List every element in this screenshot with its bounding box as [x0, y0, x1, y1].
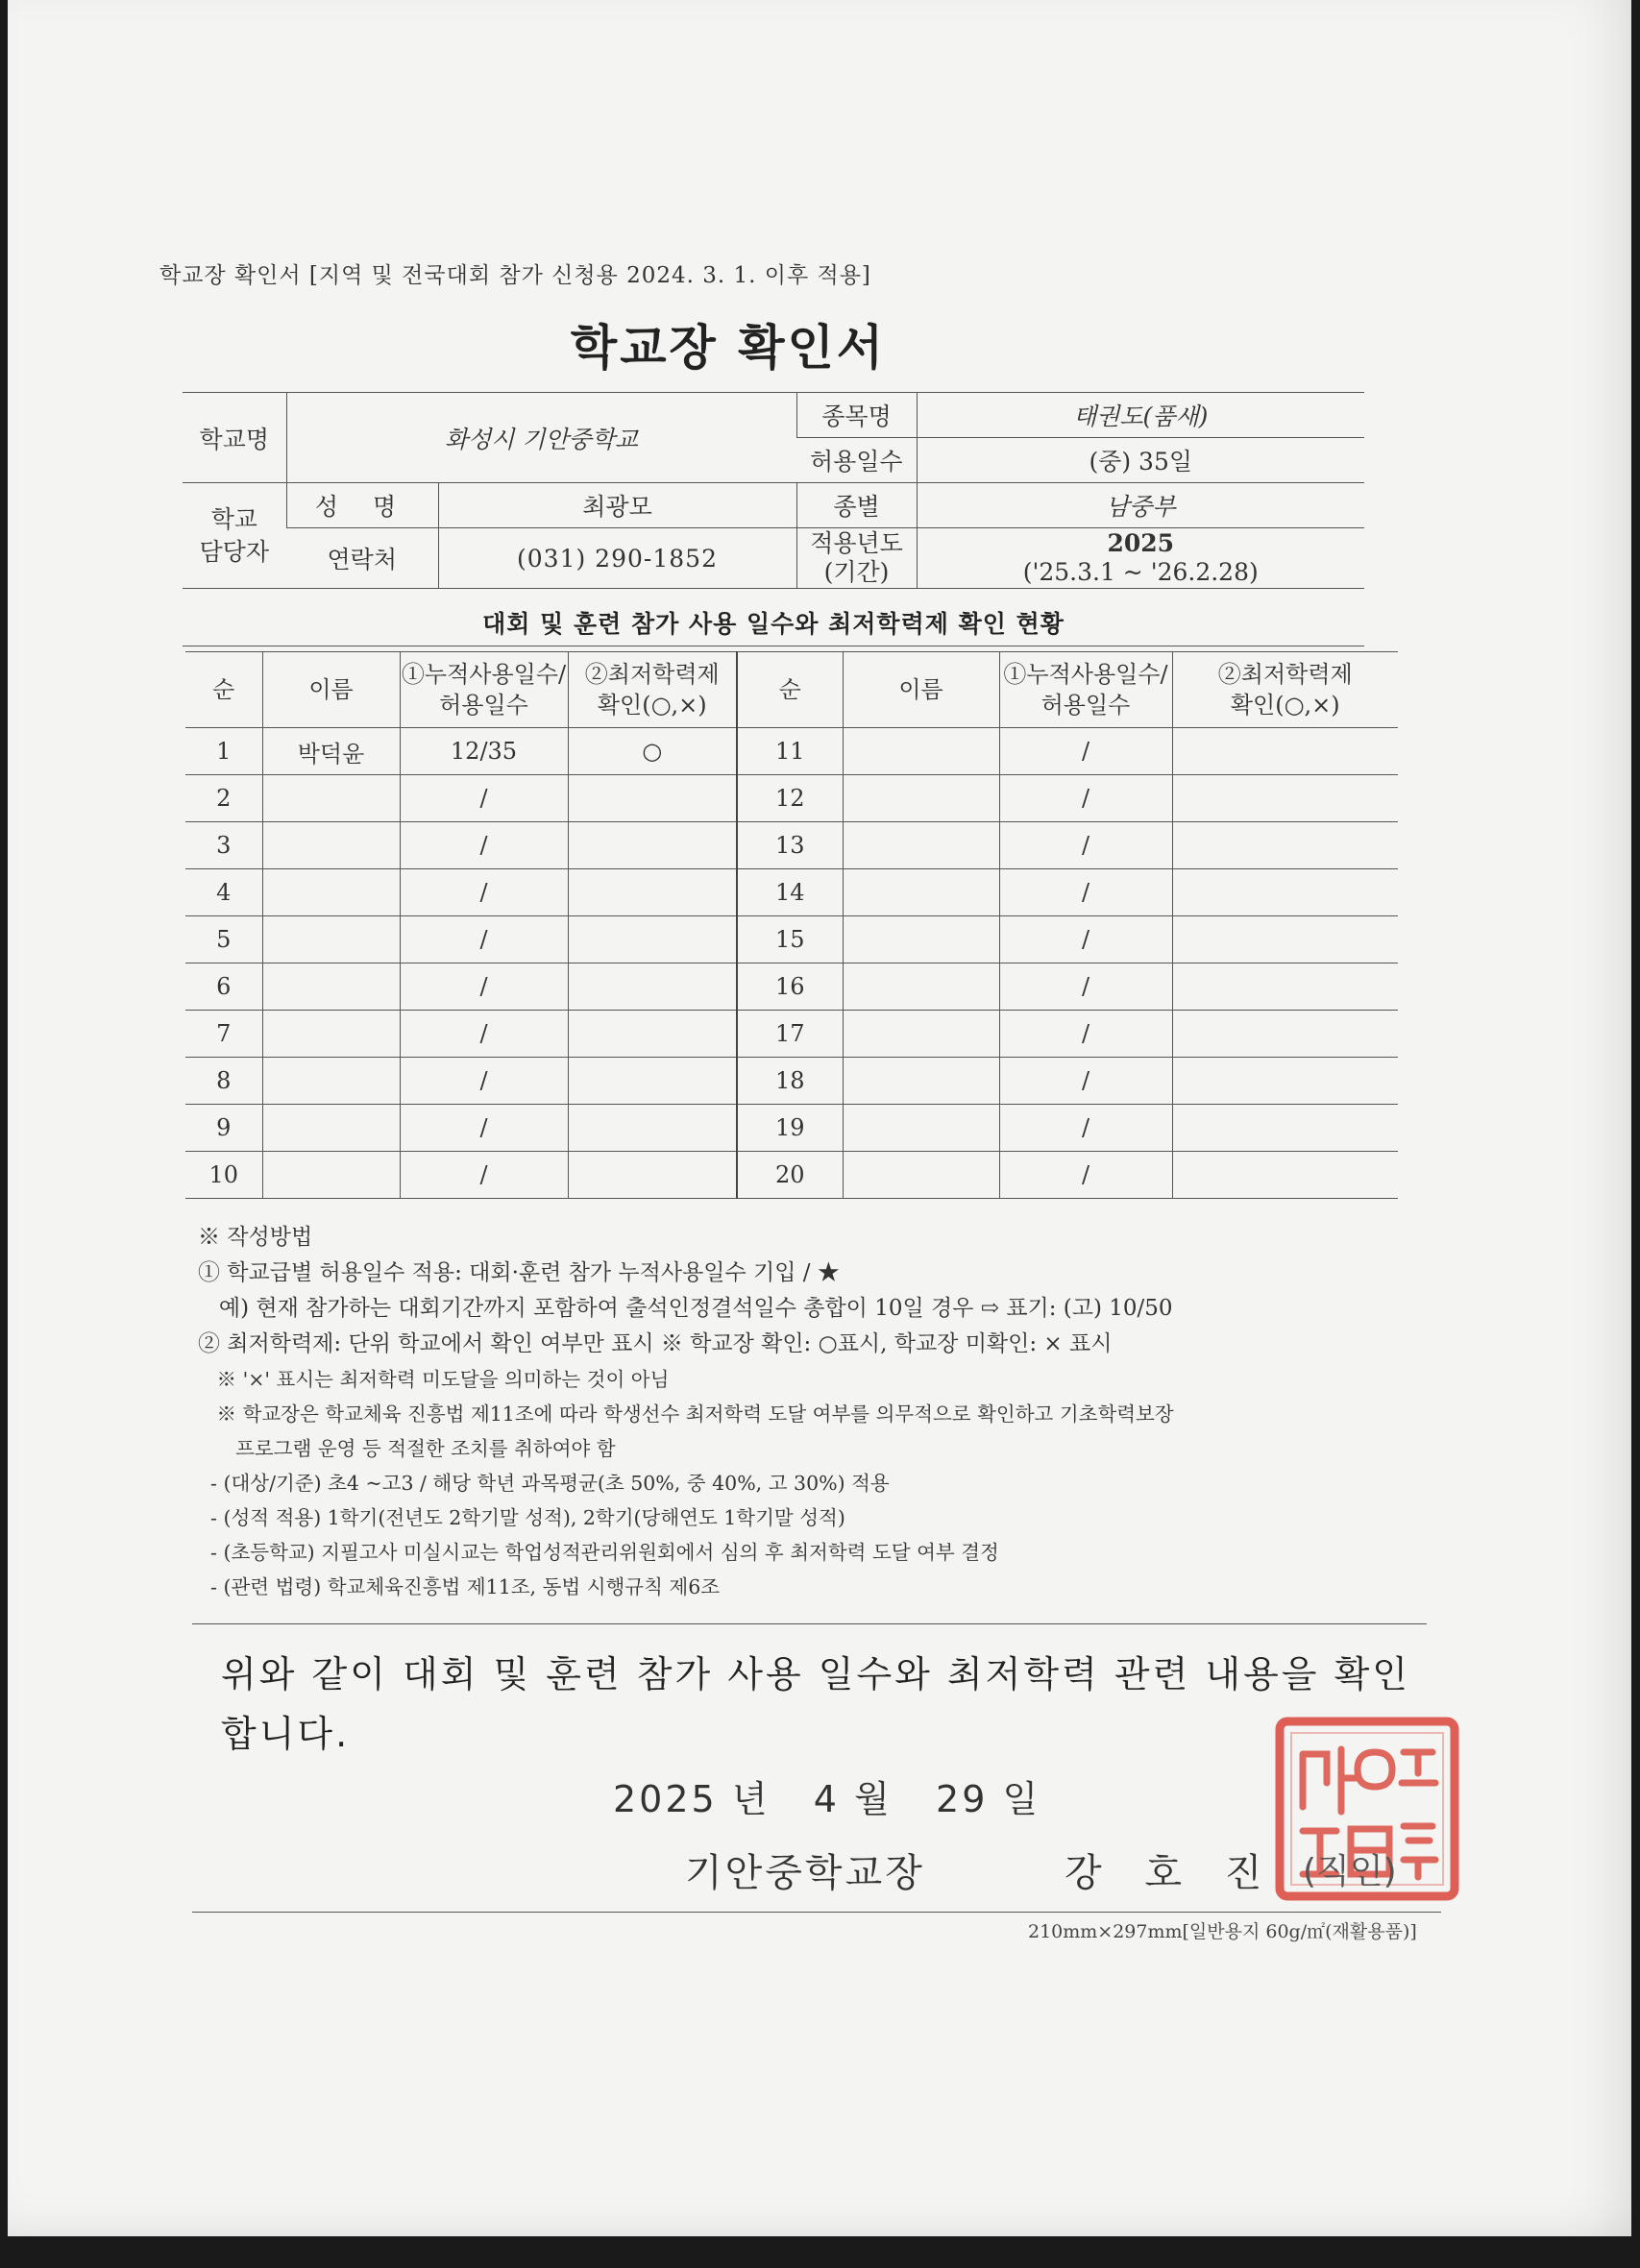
roster-cell-days: /: [999, 1152, 1172, 1199]
table-row: [185, 963, 1398, 1011]
date-month-unit: 월: [854, 1778, 893, 1820]
roster-cell-check: [568, 963, 737, 1011]
roster-cell-name: [262, 1105, 400, 1152]
note-line: - (대상/기준) 초4 ~고3 / 해당 학년 과목평균(초 50%, 중 40%, 고 30%) 적용: [198, 1472, 890, 1495]
col-check-2: ②최저학력제 확인(○,×): [1172, 652, 1398, 728]
roster-cell-check: [1172, 775, 1398, 822]
contact-value: (031) 290-1852: [438, 528, 796, 589]
allowed-days-label: 허용일수: [796, 438, 917, 483]
paper-spec: 210mm×297mm[일반용지 60g/㎡(재활용품)]: [1028, 1921, 1417, 1942]
note-line: 예) 현재 참가하는 대회기간까지 포함하여 출석인정결석일수 총합이 10일 경우 ⇨ 표기: (고) 10/50: [198, 1296, 1173, 1321]
confirmation-text: 위와 같이 대회 및 훈련 참가 사용 일수와 최저학력 관련 내용을 확인합니다.: [221, 1653, 1410, 1755]
roster-cell-days: /: [999, 775, 1172, 822]
info-table: [183, 392, 1364, 589]
roster-cell-name: [843, 963, 999, 1011]
roster-cell-days: /: [400, 1011, 568, 1058]
page-title: 학교장 확인서: [570, 320, 887, 376]
col-check: ②최저학력제 확인(○,×): [568, 652, 737, 728]
col-name-2: 이름: [843, 652, 999, 728]
roster-cell-check: [1172, 822, 1398, 869]
roster-cell-name: [843, 728, 999, 775]
roster-cell-check: [1172, 728, 1398, 775]
table-row: [185, 775, 1398, 822]
roster-cell-no: 5: [185, 916, 262, 963]
roster-cell-no: 14: [737, 869, 843, 916]
status-heading: 대회 및 훈련 참가 사용 일수와 최저학력제 확인 현황: [183, 605, 1364, 646]
roster-cell-no: 2: [185, 775, 262, 822]
roster-cell-days: /: [400, 869, 568, 916]
roster-cell-days: /: [999, 963, 1172, 1011]
roster-cell-days: /: [400, 822, 568, 869]
roster-cell-days: /: [999, 916, 1172, 963]
roster-cell-check: [1172, 916, 1398, 963]
note-line: - (초등학교) 지필고사 미실시교는 학업성적관리위원회에서 심의 후 최저학력 도달 여부 결정: [198, 1541, 999, 1564]
note-line: ① 학교급별 허용일수 적용: 대회·훈련 참가 누적사용일수 기입 / ★: [198, 1260, 840, 1285]
table-row: [185, 1011, 1398, 1058]
roster-cell-days: /: [999, 822, 1172, 869]
roster-table: [185, 651, 1398, 1199]
divider: [192, 1623, 1427, 1624]
roster-cell-name: [262, 775, 400, 822]
roster-cell-days: 12/35: [400, 728, 568, 775]
table-row: [185, 728, 1398, 775]
roster-cell-check: [568, 1011, 737, 1058]
category-label: 종별: [796, 483, 917, 528]
document-page: [8, 0, 1631, 2236]
date-year: 2025: [613, 1778, 718, 1820]
year-label: 적용년도 (기간): [796, 528, 917, 589]
roster-cell-check: ○: [568, 728, 737, 775]
roster-cell-name: [262, 1152, 400, 1199]
roster-cell-name: [843, 1152, 999, 1199]
roster-cell-name: [843, 1011, 999, 1058]
note-line: 프로그램 운영 등 적절한 조치를 취하여야 함: [198, 1437, 616, 1460]
period-value: ('25.3.1 ~ '26.2.28): [1022, 558, 1259, 586]
roster-cell-days: /: [400, 1058, 568, 1105]
note-line: ※ 학교장은 학교체육 진흥법 제11조에 따라 학생선수 최저학력 도달 여부를 의무적으로 확인하고 기초학력보장: [198, 1402, 1174, 1426]
roster-cell-check: [1172, 1058, 1398, 1105]
roster-cell-no: 15: [737, 916, 843, 963]
roster-cell-no: 9: [185, 1105, 262, 1152]
roster-cell-no: 11: [737, 728, 843, 775]
roster-cell-days: /: [400, 1152, 568, 1199]
roster-cell-name: [262, 916, 400, 963]
year-value: 2025: [1107, 529, 1175, 557]
roster-cell-no: 10: [185, 1152, 262, 1199]
col-name: 이름: [262, 652, 400, 728]
seal-mark: (직인): [1303, 1852, 1397, 1891]
signatory-title: 기안중학교장: [685, 1851, 925, 1895]
roster-cell-no: 7: [185, 1011, 262, 1058]
date-year-unit: 년: [731, 1778, 771, 1820]
roster-cell-check: [568, 1152, 737, 1199]
roster-cell-no: 6: [185, 963, 262, 1011]
roster-cell-no: 3: [185, 822, 262, 869]
note-line: ※ '×' 표시는 최저학력 미도달을 의미하는 것이 아님: [198, 1368, 670, 1391]
manager-label: 학교 담당자: [183, 483, 286, 589]
roster-cell-check: [1172, 869, 1398, 916]
date-day: 29: [936, 1778, 989, 1820]
roster-cell-no: 20: [737, 1152, 843, 1199]
table-row: [185, 822, 1398, 869]
roster-cell-no: 4: [185, 869, 262, 916]
date-line: [613, 1769, 1040, 1822]
roster-cell-name: [843, 916, 999, 963]
roster-cell-no: 17: [737, 1011, 843, 1058]
roster-cell-name: [262, 869, 400, 916]
roster-cell-days: /: [400, 963, 568, 1011]
bottom-rule: [192, 1912, 1441, 1913]
roster-cell-days: /: [999, 1058, 1172, 1105]
roster-cell-check: [1172, 1152, 1398, 1199]
roster-cell-name: [843, 822, 999, 869]
roster-cell-name: [262, 1058, 400, 1105]
roster-cell-days: /: [999, 869, 1172, 916]
col-days-2: ①누적사용일수/ 허용일수: [999, 652, 1172, 728]
roster-cell-name: [262, 822, 400, 869]
roster-cell-no: 1: [185, 728, 262, 775]
roster-cell-no: 19: [737, 1105, 843, 1152]
school-label: 학교명: [183, 393, 286, 483]
year-cell: [917, 528, 1364, 589]
roster-cell-days: /: [999, 728, 1172, 775]
roster-cell-name: [262, 1011, 400, 1058]
roster-cell-check: [568, 775, 737, 822]
roster-cell-check: [568, 1105, 737, 1152]
roster-cell-check: [1172, 1105, 1398, 1152]
table-row: [185, 1105, 1398, 1152]
header-note: 학교장 확인서 [지역 및 전국대회 참가 신청용 2024. 3. 1. 이후 적용]: [159, 263, 871, 288]
event-value: 태권도(품새): [917, 393, 1364, 438]
roster-cell-days: /: [999, 1105, 1172, 1152]
roster-cell-days: /: [400, 1105, 568, 1152]
name-value: 최광모: [438, 483, 796, 528]
table-row: [185, 916, 1398, 963]
roster-cell-no: 13: [737, 822, 843, 869]
note-line: - (관련 법령) 학교체육진흥법 제11조, 동법 시행규칙 제6조: [198, 1575, 721, 1598]
contact-label: 연락처: [286, 528, 438, 589]
roster-cell-name: [843, 775, 999, 822]
note-line: ※ 작성방법: [198, 1225, 313, 1250]
col-days: ①누적사용일수/ 허용일수: [400, 652, 568, 728]
table-row: [185, 1152, 1398, 1199]
writing-notes: [198, 1220, 1447, 1604]
note-line: ② 최저학력제: 단위 학교에서 확인 여부만 표시 ※ 학교장 확인: ○표시, 학교장 미확인: × 표시: [198, 1331, 1113, 1356]
table-row: [185, 1058, 1398, 1105]
roster-cell-name: [843, 1105, 999, 1152]
category-value: 남중부: [917, 483, 1364, 528]
roster-cell-days: /: [400, 916, 568, 963]
roster-cell-days: /: [999, 1011, 1172, 1058]
roster-cell-check: [1172, 1011, 1398, 1058]
school-value: 화성시 기안중학교: [286, 393, 796, 483]
allowed-days-value: (중) 35일: [917, 438, 1364, 483]
roster-cell-no: 18: [737, 1058, 843, 1105]
note-line: - (성적 적용) 1학기(전년도 2학기말 성적), 2학기(당해연도 1학기말 성적): [198, 1506, 845, 1529]
roster-cell-name: [843, 1058, 999, 1105]
date-month: 4: [813, 1778, 840, 1820]
table-row: [185, 869, 1398, 916]
roster-cell-name: [262, 963, 400, 1011]
date-day-unit: 일: [1002, 1778, 1041, 1820]
roster-cell-days: /: [400, 775, 568, 822]
roster-cell-name: [843, 869, 999, 916]
roster-cell-name: 박덕윤: [262, 728, 400, 775]
roster-cell-check: [568, 916, 737, 963]
roster-cell-no: 12: [737, 775, 843, 822]
col-no-2: 순: [737, 652, 843, 728]
event-label: 종목명: [796, 393, 917, 438]
roster-cell-check: [568, 869, 737, 916]
roster-cell-check: [568, 1058, 737, 1105]
roster-cell-check: [1172, 963, 1398, 1011]
roster-cell-no: 8: [185, 1058, 262, 1105]
roster-cell-check: [568, 822, 737, 869]
roster-cell-no: 16: [737, 963, 843, 1011]
signatory-name: 강 호 진: [1065, 1851, 1278, 1895]
roster-header-row: [185, 652, 1398, 728]
name-label: 성 명: [286, 483, 438, 528]
col-no: 순: [185, 652, 262, 728]
